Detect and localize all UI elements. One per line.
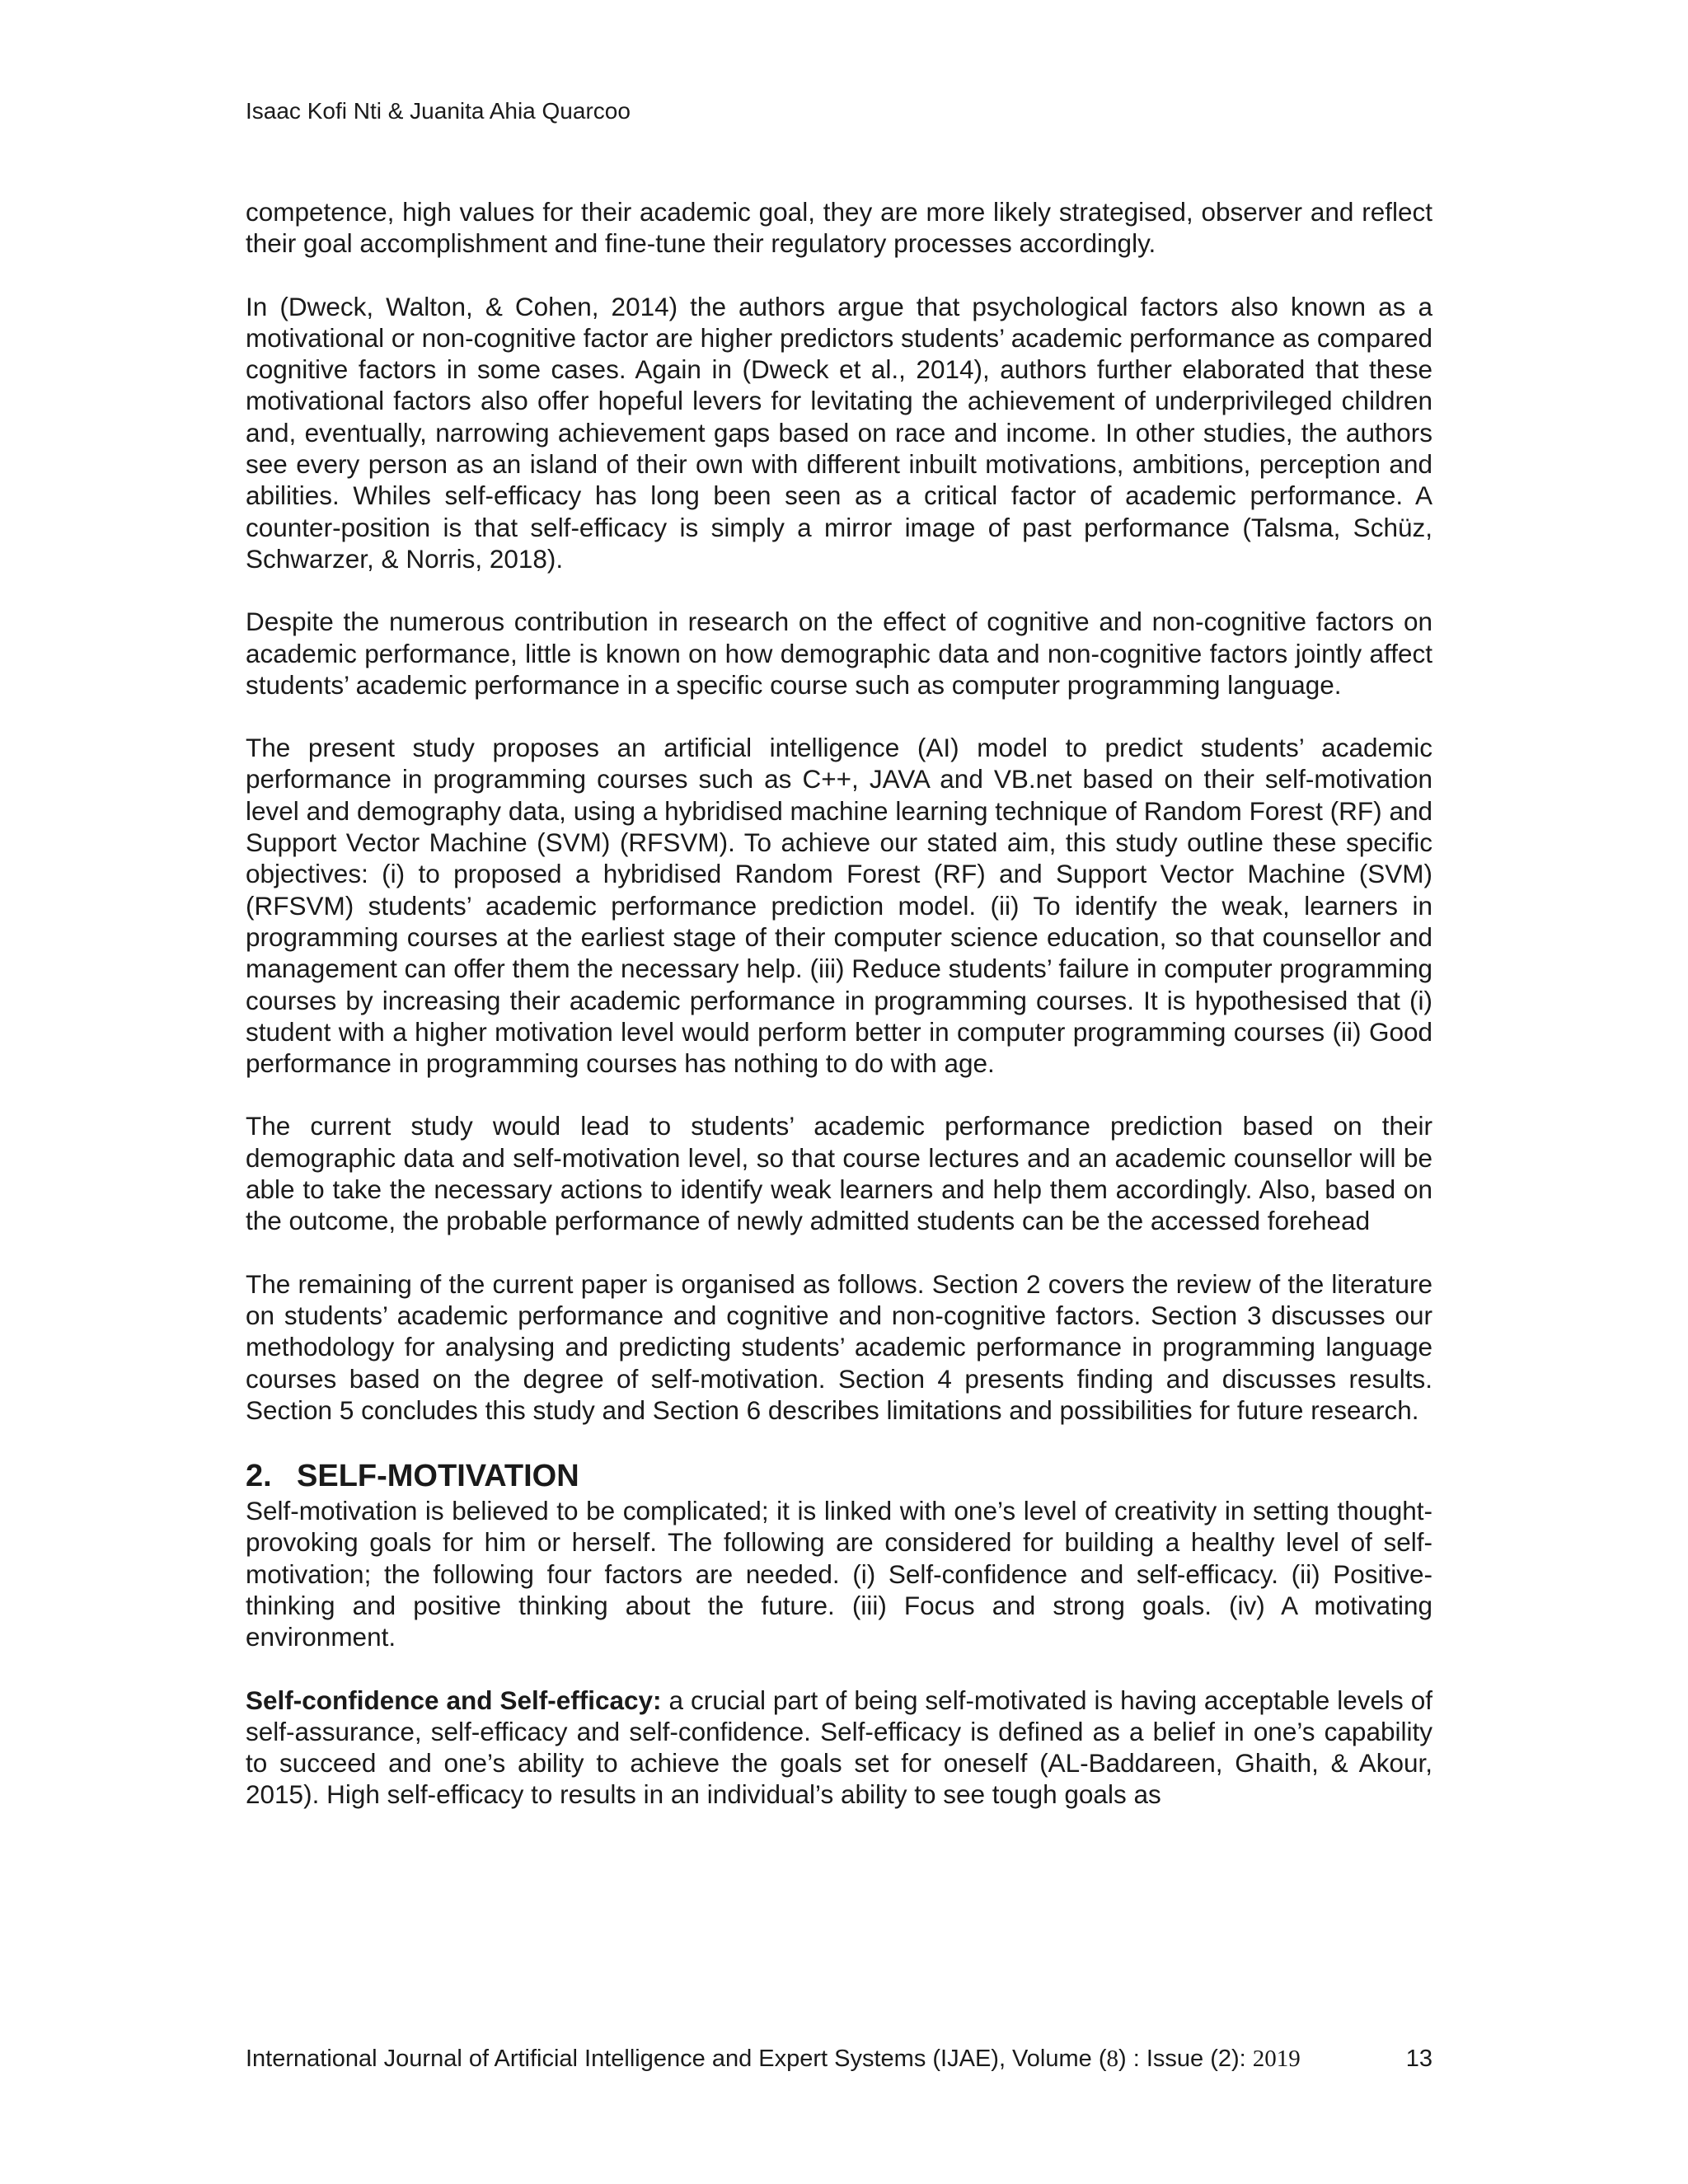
footer-journal-prefix: International Journal of Artificial Intelligence and Expert Systems (IJAE), Volume (: [246, 2046, 1107, 2072]
subsection-label: Self-confidence and Self-efficacy:: [246, 1685, 662, 1715]
footer-issue: ) : Issue (2):: [1118, 2046, 1253, 2072]
paragraph-2: In (Dweck, Walton, & Cohen, 2014) the authors argue that psychological factors also known as a motivational or non-cognitive factor are higher predictors students’ academic performance as compared cognitive factors in some cases. Again in (Dweck et al., 2014), authors further elaborated that these motivational factors also offer hopeful levers for levitating the achievement of underprivileged children and, eventually, narrowing achievement gaps based on race and income. In other studies, the authors see every person as an island of their own with different inbuilt motivations, ambitions, perception and abilities. Whiles self-efficacy has long been seen as a critical factor of academic performance. A counter-position is that self-efficacy is simply a mirror image of past performance (Talsma, Schüz, Schwarzer, & Norris, 2018).: [246, 291, 1432, 574]
page-number: 13: [1405, 2046, 1432, 2072]
running-header-authors: Isaac Kofi Nti & Juanita Ahia Quarcoo: [246, 98, 631, 124]
footer-year: 2019: [1252, 2046, 1301, 2072]
section-title: SELF-MOTIVATION: [297, 1459, 579, 1494]
section-number: 2.: [246, 1459, 272, 1494]
paragraph-6: The remaining of the current paper is organised as follows. Section 2 covers the review of the literature on students’ academic performance and cognitive and non-cognitive factors. Section 3 discusses our methodology for analysing and predicting students’ academic performance in programming language courses based on the degree of self-motivation. Section 4 presents finding and discusses results. Section 5 concludes this study and Section 6 describes limitations and possibilities for future research.: [246, 1268, 1432, 1425]
paragraph-3: Despite the numerous contribution in research on the effect of cognitive and non-cognitive factors on academic performance, little is known on how demographic data and non-cognitive factors jointly affect students’ academic performance in a specific course such as computer programming language.: [246, 607, 1432, 700]
paragraph-5: The current study would lead to students’ academic performance prediction based on their demographic data and self-motivation level, so that course lectures and an academic counsellor will be able to take the necessary actions to identify weak learners and help them accordingly. Also, based on the outcome, the probable performance of newly admitted students can be the accessed forehead: [246, 1111, 1432, 1236]
subsection-text: a crucial part of being self-motivated is having acceptable levels of self-assurance, self-efficacy and self-confidence. Self-efficacy is defined as a belief in one’s capability to succeed and one’s ability to achieve the goals set for oneself (AL-Baddareen, Ghaith, & Akour, 2015). High self-efficacy to results in an individual’s ability to see tough goals as: [246, 1685, 1433, 1810]
section-intro-paragraph: Self-motivation is believed to be complicated; it is linked with one’s level of creativity in setting thought-provoking goals for him or herself. The following are considered for building a healthy level of self-motivation; the following four factors are needed. (i) Self-confidence and self-efficacy. (ii) Positive-thinking and positive thinking about the future. (iii) Focus and strong goals. (iv) A motivating environment.: [246, 1496, 1432, 1652]
section-heading: [246, 1457, 1432, 1495]
paragraph-4: The present study proposes an artificial intelligence (AI) model to predict students’ academic performance in programming courses such as C++, JAVA and VB.net based on their self-motivation level and demography data, using a hybridised machine learning technique of Random Forest (RF) and Support Vector Machine (SVM) (RFSVM). To achieve our stated aim, this study outline these specific objectives: (i) to proposed a hybridised Random Forest (RF) and Support Vector Machine (SVM) (RFSVM) students’ academic performance prediction model. (ii) To identify the weak, learners in programming courses at the earliest stage of their computer science education, so that counsellor and management can offer them the necessary help. (iii) Reduce students’ failure in computer programming courses by increasing their academic performance in programming courses. It is hypothesised that (i) student with a higher motivation level would perform better in computer programming courses (ii) Good performance in programming courses has nothing to do with age.: [246, 733, 1432, 1079]
page-footer: [246, 2044, 1432, 2074]
subsection-paragraph: [246, 1685, 1432, 1811]
footer-volume: 8: [1106, 2046, 1118, 2072]
article-body: [246, 196, 1432, 1811]
paragraph-1: competence, high values for their academic goal, they are more likely strategised, observer and reflect their goal accomplishment and fine-tune their regulatory processes accordingly.: [246, 197, 1432, 259]
